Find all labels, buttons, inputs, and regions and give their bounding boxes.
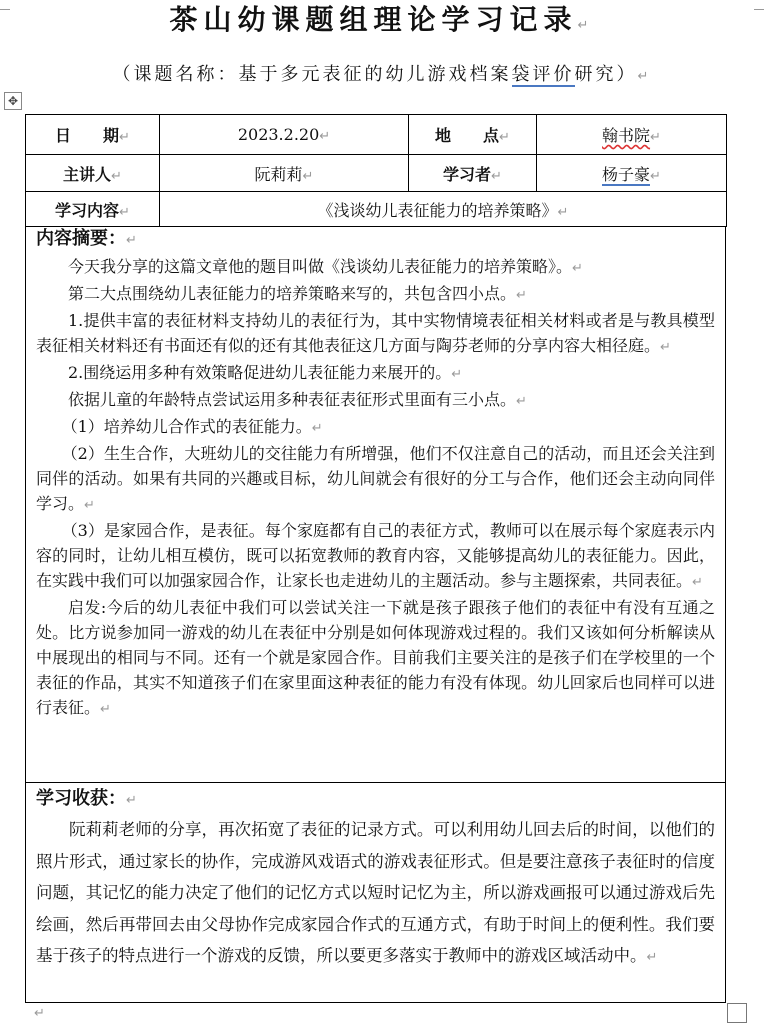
gains-heading: 学习收获：↵ <box>36 788 137 809</box>
place-label-cell: 地 点↵ <box>409 115 537 155</box>
document-title <box>0 0 764 46</box>
speaker-value-cell: 阮莉莉↵ <box>160 155 409 192</box>
summary-paragraph: 1.提供丰富的表征材料支持幼儿的表征行为，其中实物情境表征相关材料或者是与教具模型表征相关材料还有书面还有似的还有其他表征这几方面与陶芬老师的分享内容大相径庭。↵ <box>36 311 715 355</box>
gains-paragraph: 阮莉莉老师的分享，再次拓宽了表征的记录方式。可以利用幼儿回去后的时间，以他们的照片形式，通过家长的协作，完成游风戏语式的游戏表征形式。但是要注意孩子表征时的信度问题，其记忆的能力决定了他们的记忆方式以短时记忆为主，所以游戏画报可以通过游戏后先绘画，然后再带回去由父母协作完成家园合作式的互通方式，有助于时间上的便利性。我们要基于孩子的特点进行一个游戏的反馈，所以要更多落实于教师中的游戏区域活动中。↵ <box>36 820 715 965</box>
document-subtitle <box>0 60 764 92</box>
table-move-handle-icon[interactable]: ✥ <box>4 92 22 110</box>
date-value-cell: 2023.2.20↵ <box>160 115 409 155</box>
info-table <box>25 114 727 227</box>
summary-paragraph: 启发:今后的幼儿表征中我们可以尝试关注一下就是孩子跟孩子他们的表征中有没有互通之处。比方说参加同一游戏的幼儿在表征中分别是如何体现游戏过程的。我们又该如何分析解读从中展现出的相同与不同。还有一个就是家园合作。目前我们主要关注的是孩子们在学校里的一个表征的作品，其实不知道孩子们在家里面这种表征的能力有没有体现。幼儿回家后也同样可以进行表征。↵ <box>36 598 715 717</box>
table-resize-handle-icon[interactable] <box>727 1003 747 1023</box>
summary-paragraph: 今天我分享的这篇文章他的题目叫做《浅谈幼儿表征能力的培养策略》。↵ <box>68 257 583 276</box>
gains-section <box>25 782 726 1003</box>
place-value-cell: 翰书院↵ <box>537 115 727 155</box>
subtitle-text: （课题名称：基于多元表征的幼儿游戏档案 <box>112 64 512 85</box>
content-value-cell: 《浅谈幼儿表征能力的培养策略》↵ <box>160 192 727 227</box>
date-label-cell: 日 期↵ <box>26 115 160 155</box>
summary-paragraph: 2.围绕运用多种有效策略促进幼儿表征能力来展开的。↵ <box>68 363 463 382</box>
content-label-cell: 学习内容↵ <box>26 192 160 227</box>
paragraph-mark-icon: ↵ <box>34 1006 45 1021</box>
paragraph-mark-icon: ↵ <box>577 18 595 33</box>
paragraph-mark-icon: ↵ <box>637 69 652 84</box>
summary-section <box>25 226 726 783</box>
title-text: 茶山幼课题组理论学习记录 <box>169 3 578 36</box>
summary-paragraph: （1）培养幼儿合作式的表征能力。↵ <box>61 417 323 436</box>
subtitle-text-end: 研究） <box>574 64 638 85</box>
learner-value-cell: 杨子豪↵ <box>537 155 727 192</box>
summary-paragraph: （2）生生合作，大班幼儿的交往能力有所增强，他们不仅注意自己的活动，而且还会关注到同伴的活动。如果有共同的兴趣或目标，幼儿间就会有很好的分工与合作，他们还会主动向同伴学习。↵ <box>36 444 715 513</box>
summary-paragraph: （3）是家园合作，是表征。每个家庭都有自己的表征方式，教师可以在展示每个家庭表示内容的同时，让幼儿相互模仿，既可以拓宽教师的教育内容，又能够提高幼儿的表征能力。因此，在实践中我们可以加强家园合作，让家长也走进幼儿的主题活动。参与主题探索，共同表征。↵ <box>36 521 715 590</box>
summary-paragraph: 第二大点围绕幼儿表征能力的培养策略来写的，共包含四小点。↵ <box>68 284 527 303</box>
learner-label-cell: 学习者↵ <box>409 155 537 192</box>
summary-heading: 内容摘要：↵ <box>36 228 137 249</box>
summary-paragraph: 依据儿童的年龄特点尝试运用多种表征表征形式里面有三小点。↵ <box>68 390 527 409</box>
subtitle-underlined-text: 袋评价 <box>511 64 575 85</box>
speaker-label-cell: 主讲人↵ <box>26 155 160 192</box>
